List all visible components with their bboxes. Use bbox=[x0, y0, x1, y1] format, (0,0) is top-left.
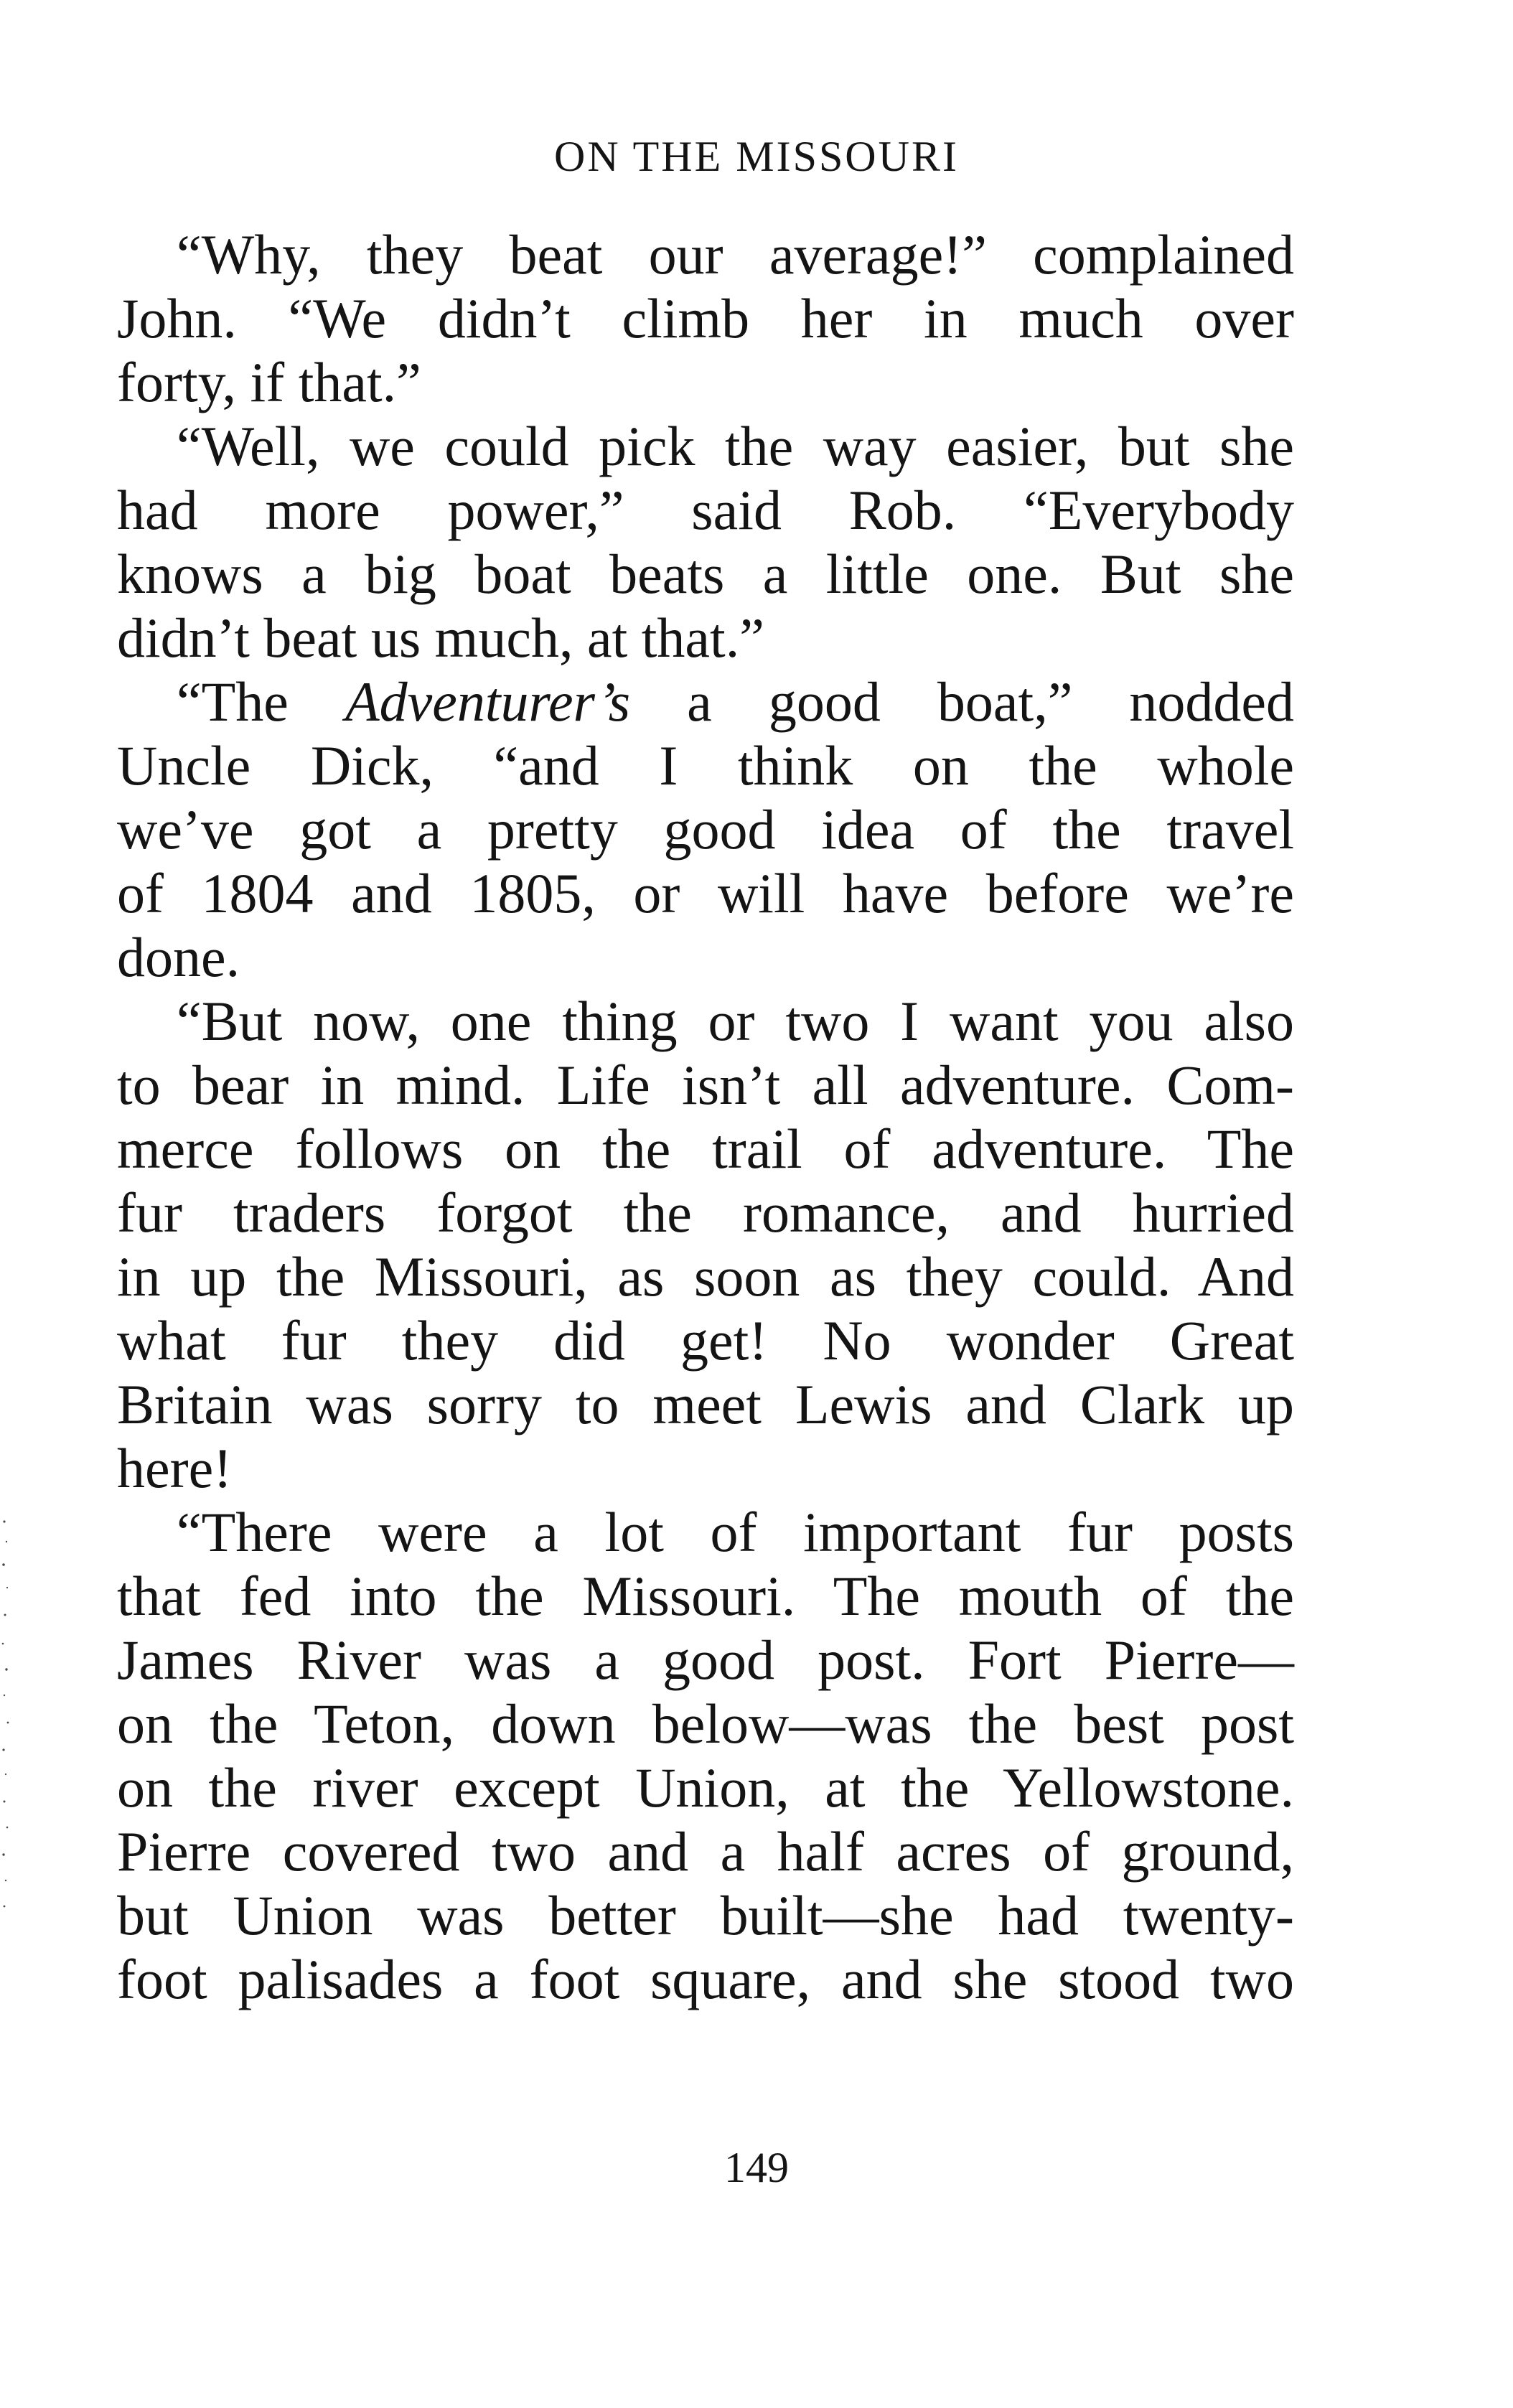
text-run: a good boat,” nodded bbox=[630, 670, 1295, 733]
text-line: knows a big boat beats a little one. But she bbox=[117, 543, 1294, 605]
text-line: “Well, we could pick the way easier, but she bbox=[177, 415, 1294, 477]
text-line: Uncle Dick, “and I think on the whole bbox=[117, 734, 1294, 797]
text-line: we’ve got a pretty good idea of the travel bbox=[117, 798, 1294, 861]
text-line: what fur they did get! No wonder Great bbox=[117, 1309, 1294, 1372]
text-line: but Union was better built—she had twenty- bbox=[117, 1884, 1294, 1946]
text-line: that fed into the Missouri. The mouth of the bbox=[117, 1565, 1294, 1627]
body-text bbox=[117, 222, 1294, 2011]
ship-name: Adventurer’s bbox=[345, 670, 631, 733]
text-line: of 1804 and 1805, or will have before we’re bbox=[117, 862, 1294, 924]
text-line: merce follows on the trail of adventure. The bbox=[117, 1118, 1294, 1180]
text-line: foot palisades a foot square, and she stood two bbox=[117, 1948, 1294, 2010]
text-line: didn’t beat us much, at that.” bbox=[117, 606, 764, 669]
text-line: on the Teton, down below—was the best post bbox=[117, 1692, 1294, 1755]
text-line: James River was a good post. Fort Pierre— bbox=[117, 1629, 1294, 1691]
page-number: 149 bbox=[724, 2144, 789, 2191]
text-line: forty, if that.” bbox=[117, 351, 421, 413]
text-line: Pierre covered two and a half acres of ground, bbox=[117, 1820, 1294, 1883]
text-line: Britain was sorry to meet Lewis and Clark up bbox=[117, 1373, 1294, 1435]
text-line: “But now, one thing or two I want you also bbox=[177, 990, 1294, 1052]
text-line: fur traders forgot the romance, and hurried bbox=[117, 1181, 1294, 1244]
text-line: “Why, they beat our average!” complained bbox=[177, 223, 1294, 286]
text-line: “There were a lot of important fur posts bbox=[177, 1501, 1294, 1563]
text-line: to bear in mind. Life isn’t all adventure. Com- bbox=[117, 1054, 1294, 1116]
text-run: “The bbox=[177, 670, 345, 733]
text-line: here! bbox=[117, 1437, 233, 1499]
text-line: done. bbox=[117, 926, 240, 988]
text-line: in up the Missouri, as soon as they could. And bbox=[117, 1245, 1294, 1308]
text-line: on the river except Union, at the Yellowstone. bbox=[117, 1756, 1294, 1819]
running-head: ON THE MISSOURI bbox=[554, 133, 959, 180]
text-line: John. “We didn’t climb her in much over bbox=[117, 287, 1294, 350]
text-line: had more power,” said Rob. “Everybody bbox=[117, 479, 1294, 541]
text-line bbox=[117, 670, 1294, 734]
binding-edge-specks bbox=[0, 1507, 14, 1938]
